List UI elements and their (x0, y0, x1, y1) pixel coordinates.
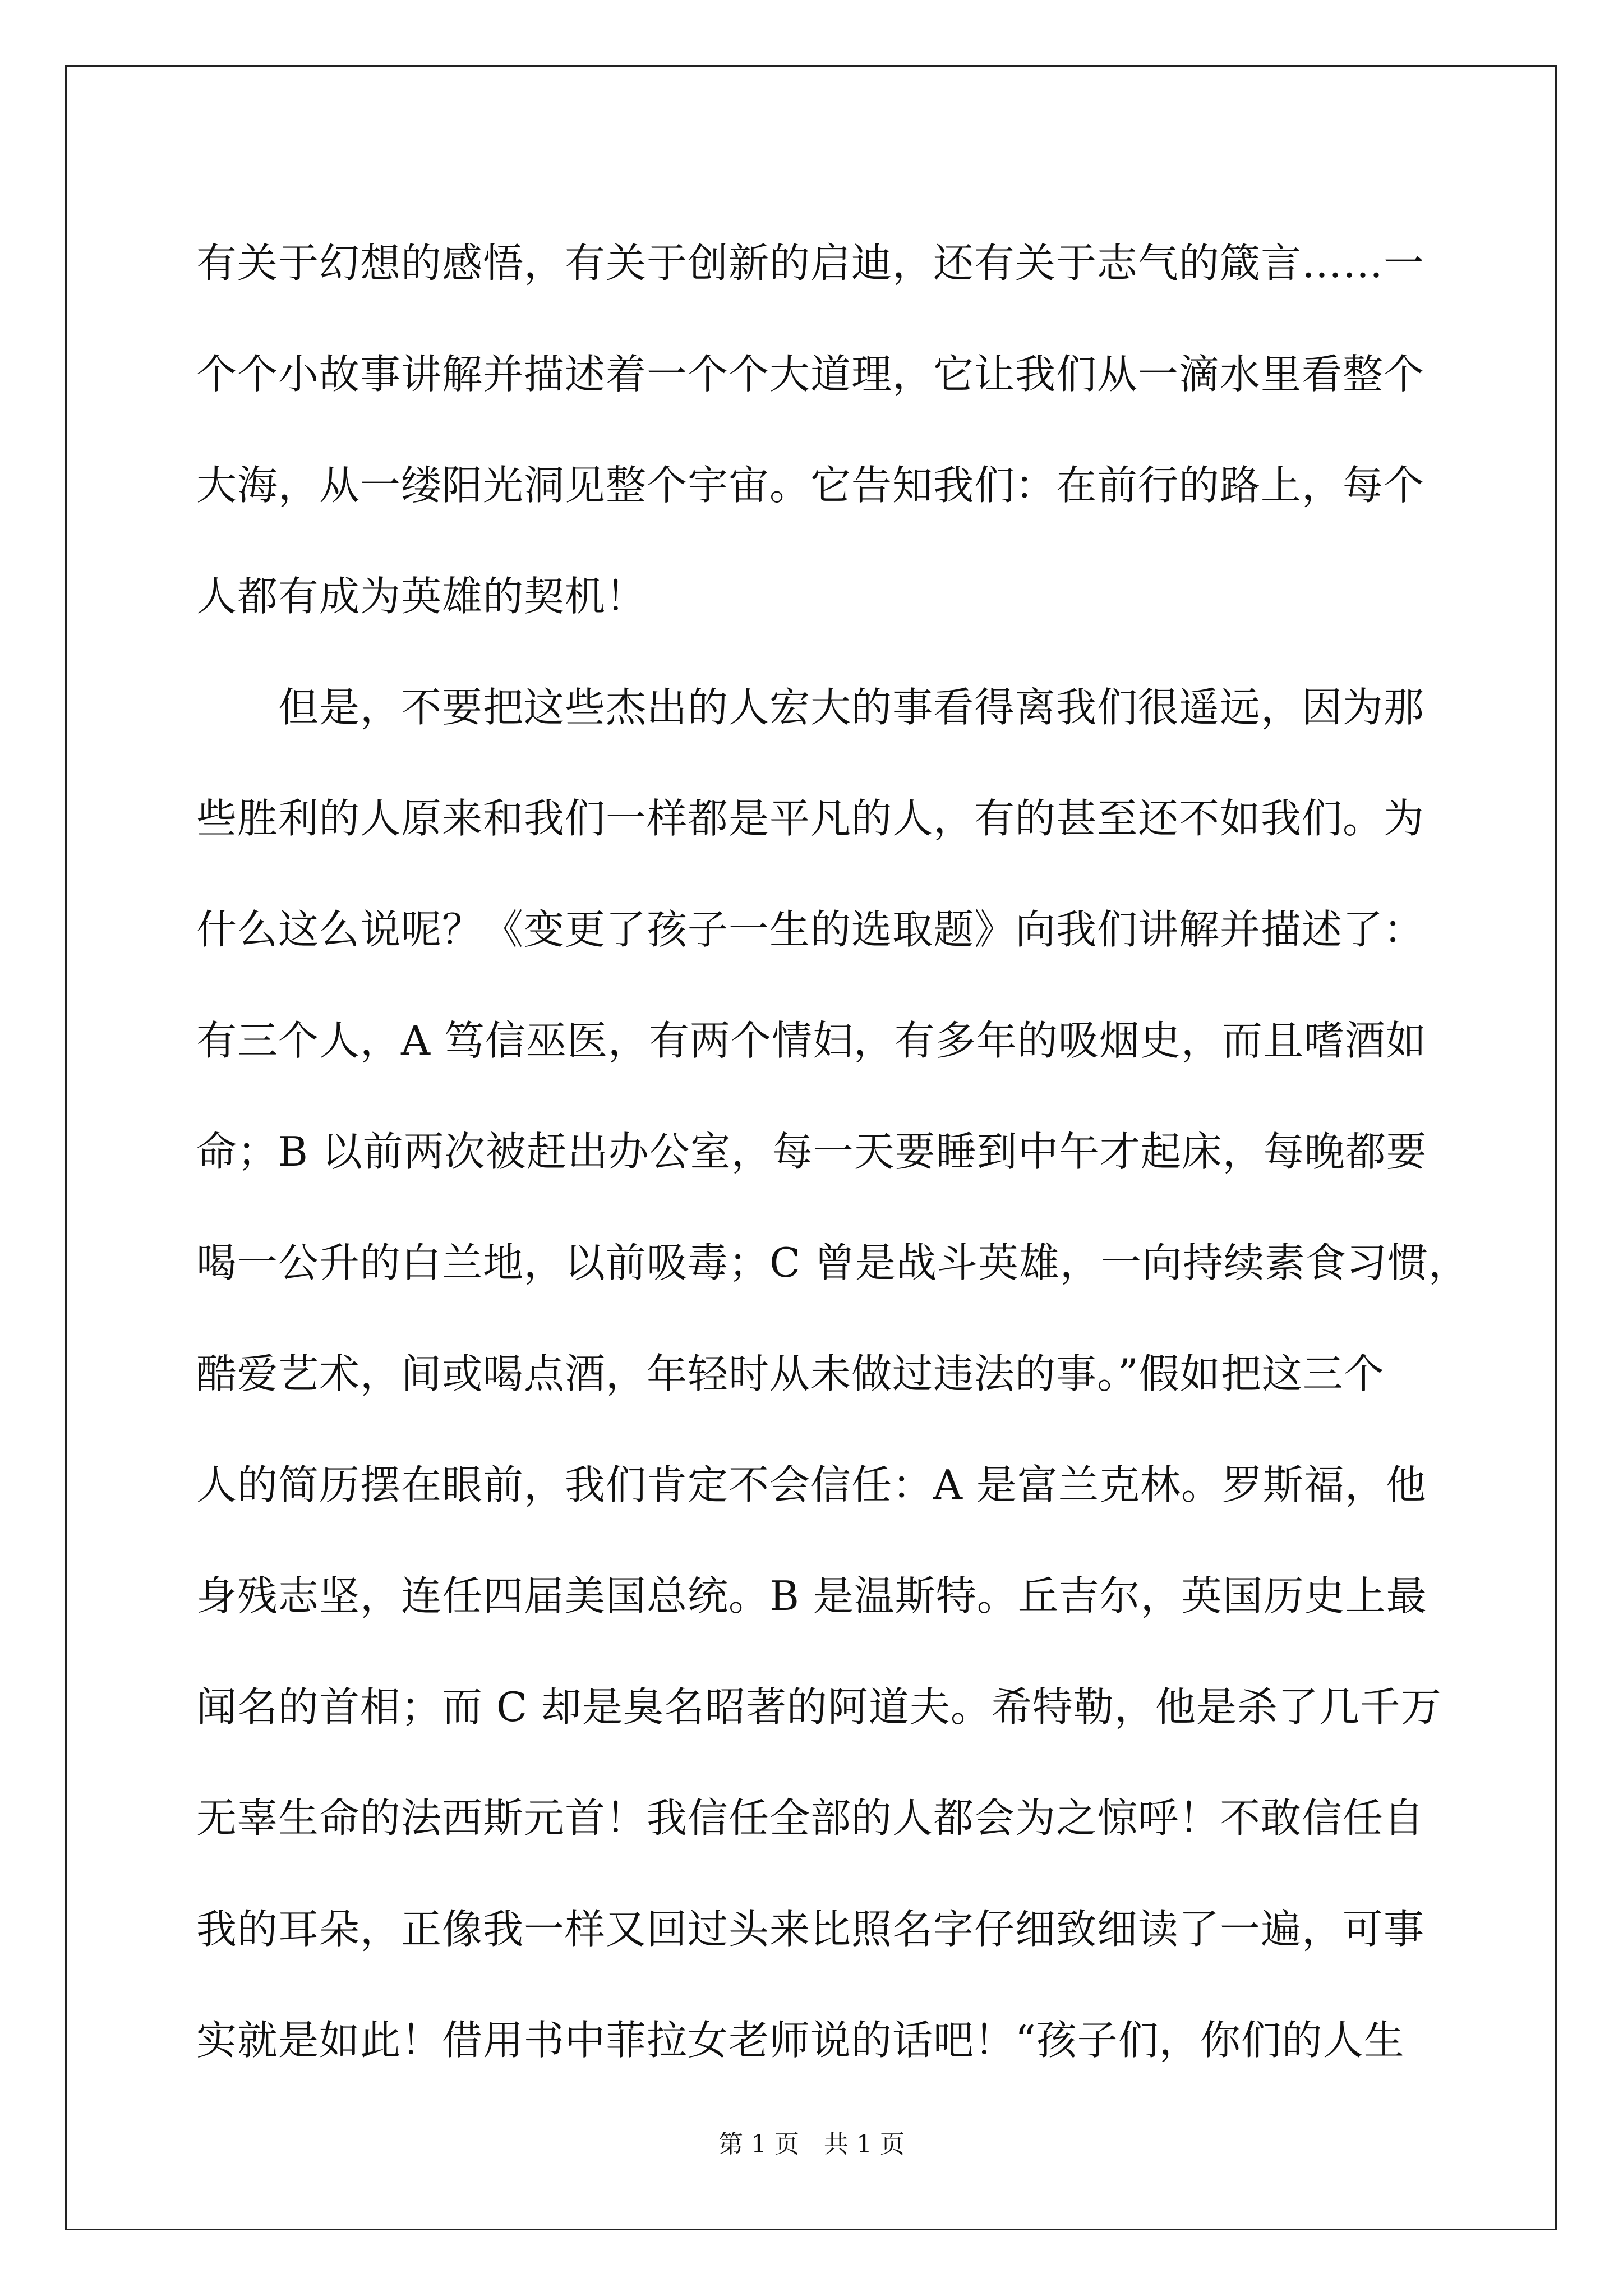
page-number-footer: 第 1 页 共 1 页 (718, 2130, 905, 2159)
text-line: 人的简历摆在眼前，我们肯定不会信任：A 是富兰克林。罗斯福，他 (196, 1461, 1427, 1508)
text-line: 有三个人，A 笃信巫医，有两个情妇，有多年的吸烟史，而且嗜酒如 (196, 1017, 1427, 1064)
text-line: 些胜利的人原来和我们一样都是平凡的人，有的甚至还不如我们。为 (196, 795, 1425, 842)
paragraph-2 (196, 652, 1469, 2096)
text-line: 身残志坚，连任四届美国总统。B 是温斯特。丘吉尔，英国历史上最 (196, 1572, 1427, 1619)
text-line: 无辜生命的法西斯元首！我信任全部的人都会为之惊呼！不敢信任自 (196, 1795, 1425, 1842)
text-line: 什么这么说呢？《变更了孩子一生的选取题》向我们讲解并描述了： (196, 906, 1425, 953)
text-line: 人都有成为英雄的契机！ (196, 573, 647, 620)
text-line: 个个小故事讲解并描述着一个个大道理，它让我们从一滴水里看整个 (196, 351, 1425, 398)
text-line: 酷爱艺术，间或喝点酒，年轻时从未做过违法的事。”假如把这三个 (196, 1350, 1385, 1397)
text-line: 闻名的首相；而 C 却是臭名昭著的阿道夫。希特勒，他是杀了几千万 (196, 1683, 1442, 1731)
text-line: 喝一公升的白兰地，以前吸毒；C 曾是战斗英雄，一向持续素食习惯， (196, 1239, 1469, 1286)
paragraph-1 (196, 208, 1441, 652)
text-line: 有关于幻想的感悟，有关于创新的启迪，还有关于志气的箴言……一 (196, 240, 1425, 287)
text-line: 命；B 以前两次被赶出办公室，每一天要睡到中午才起床，每晚都要 (196, 1128, 1427, 1175)
text-line: 但是，不要把这些杰出的人宏大的事看得离我们很遥远，因为那 (278, 684, 1425, 731)
text-line: 大海，从一缕阳光洞见整个宇宙。它告知我们：在前行的路上，每个 (196, 462, 1425, 509)
text-line: 实就是如此！借用书中菲拉女老师说的话吧！“孩子们，你们的人生 (196, 2017, 1405, 2064)
document-body (196, 208, 1469, 2096)
text-line: 我的耳朵，正像我一样又回过头来比照名字仔细致细读了一遍，可事 (196, 1906, 1425, 1953)
